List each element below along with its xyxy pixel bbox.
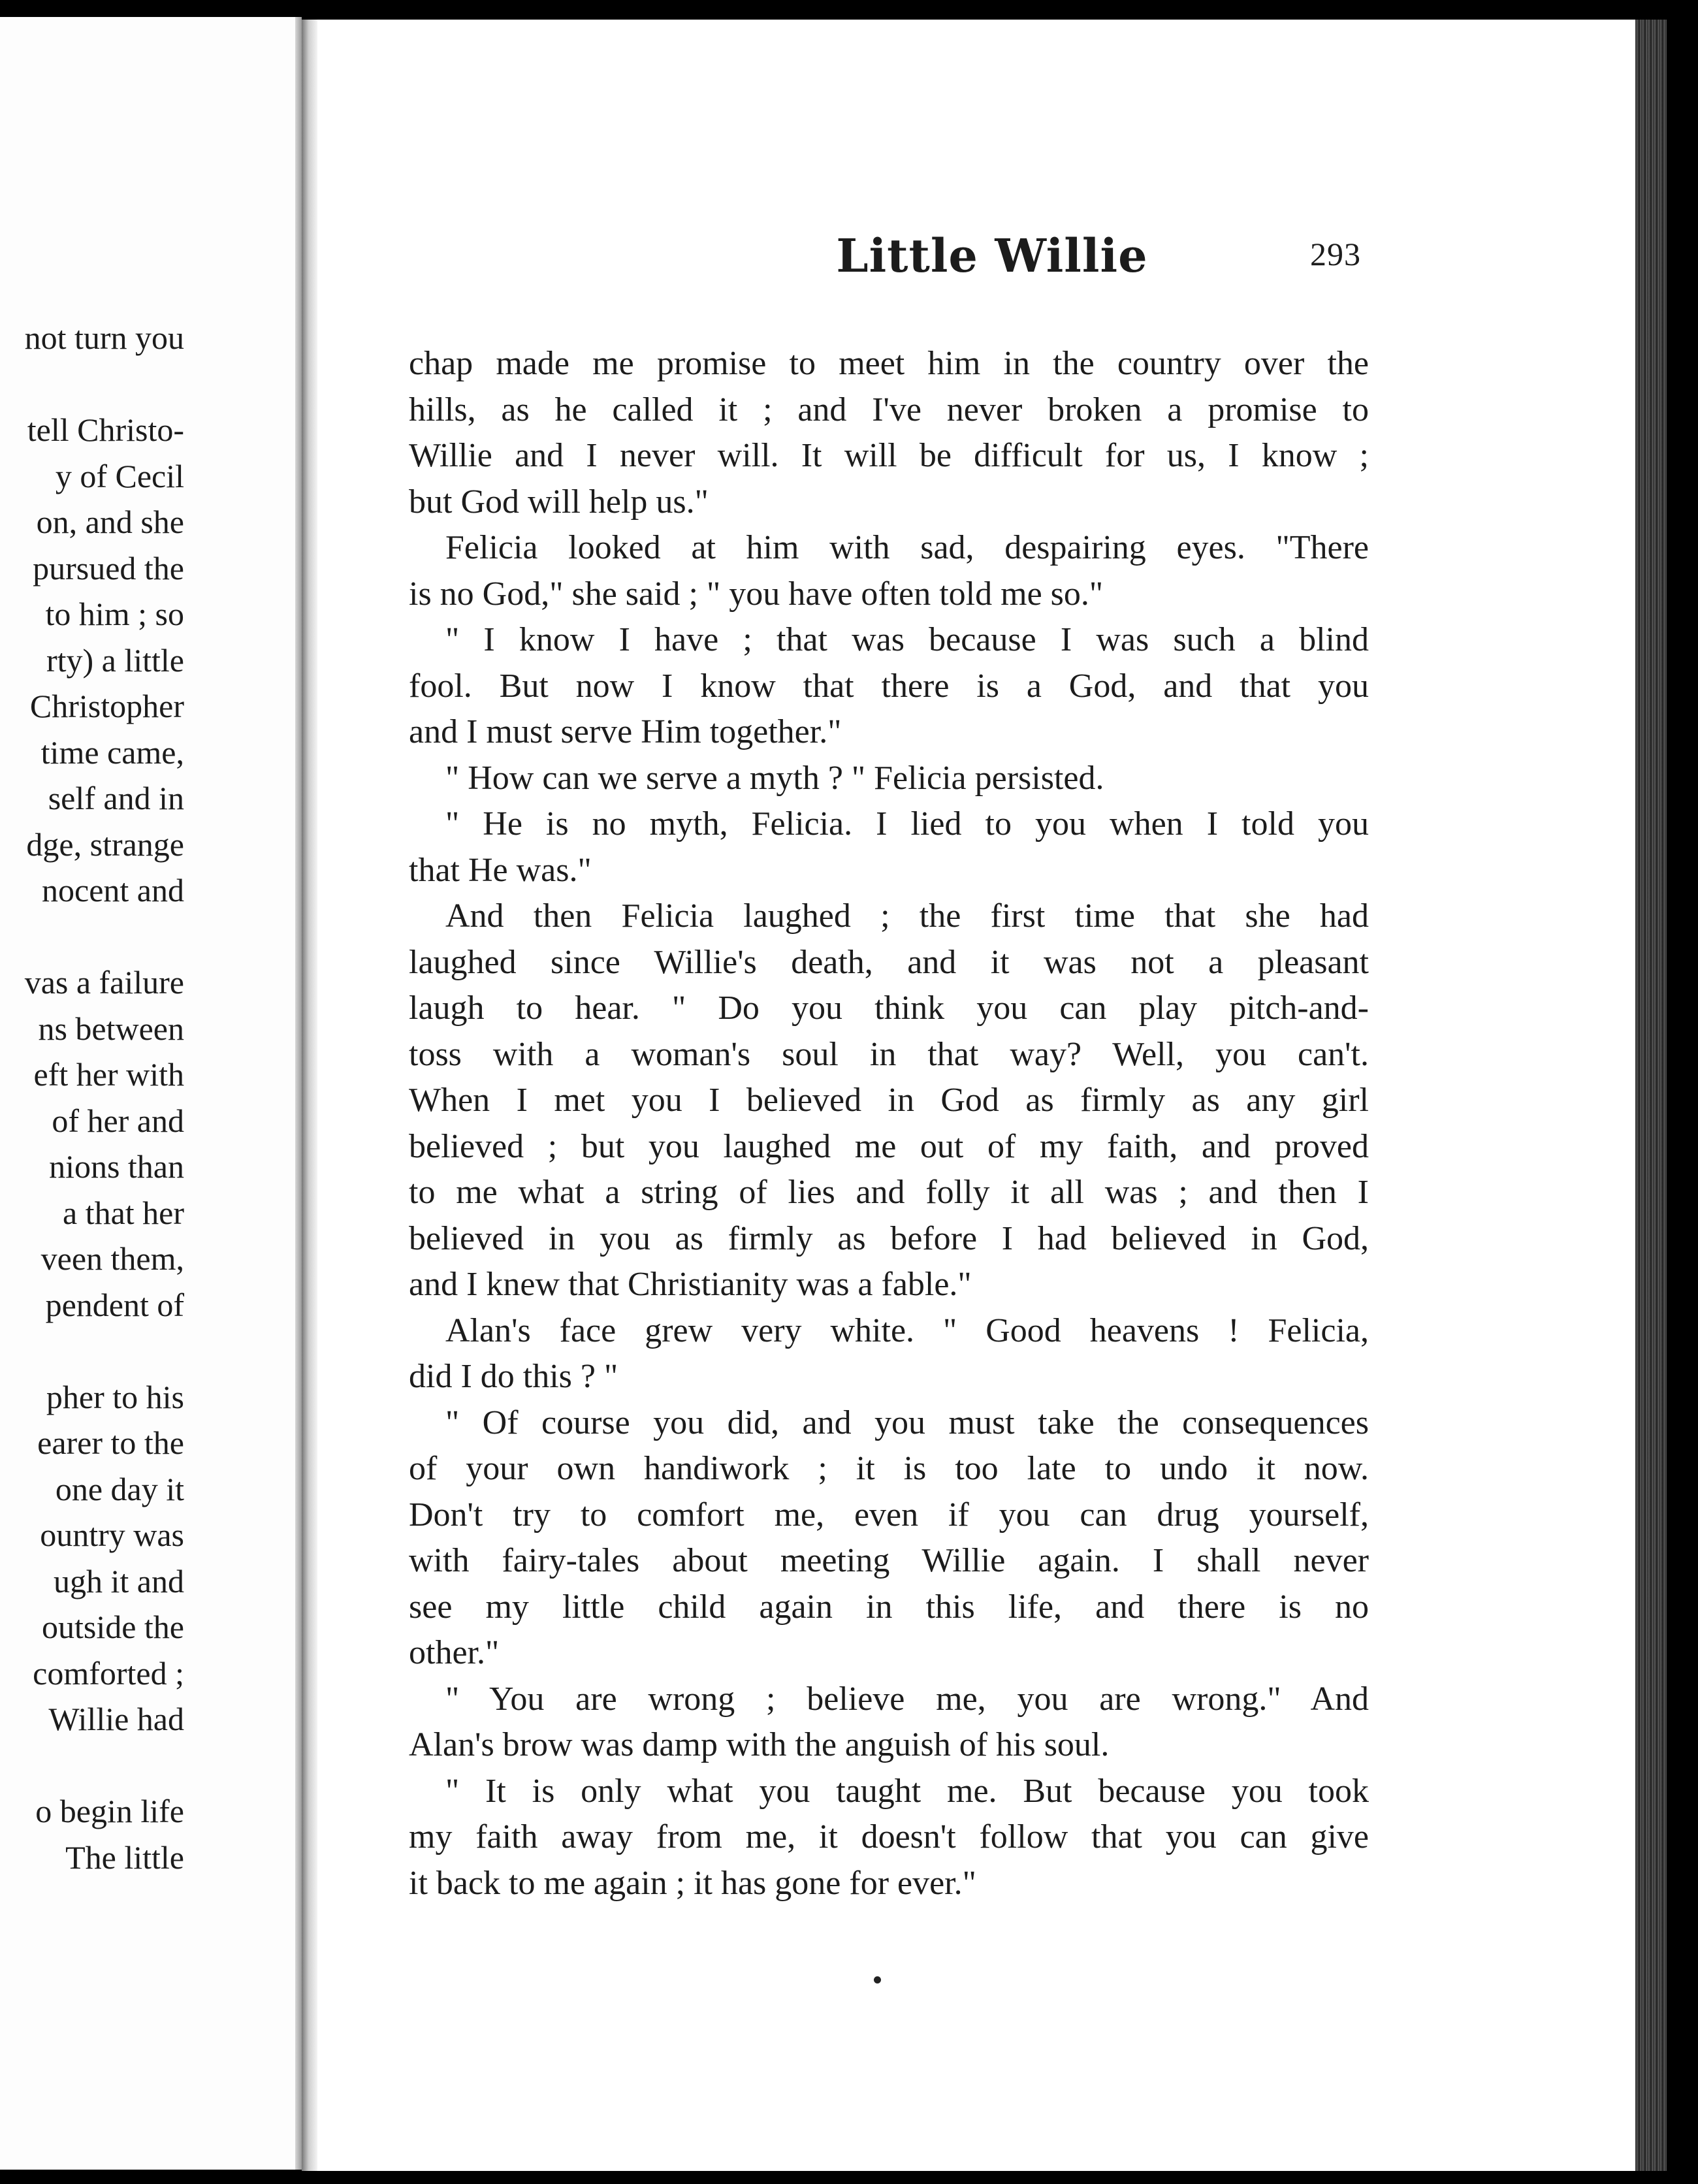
text-line: laughed since Willie's death, and it was not a pleasant: [409, 943, 1369, 981]
running-head: Little Willie: [836, 229, 1148, 283]
text-line: " I know I have ; that was because I was such a blind: [445, 621, 1369, 658]
facing-page-line: pendent of: [45, 1286, 184, 1323]
book-gutter: [302, 20, 317, 2171]
facing-page-line: time came,: [40, 733, 184, 771]
facing-page-line: self and in: [48, 780, 184, 816]
text-line: believed ; but you laughed me out of my faith, and proved: [409, 1127, 1369, 1165]
facing-page-line: of her and: [52, 1102, 184, 1139]
text-line: of your own handiwork ; it is too late to undo it now.: [409, 1450, 1369, 1487]
facing-page-line: tell Christo-: [27, 411, 184, 448]
facing-page-fragment: [0, 17, 302, 2170]
text-line: " It is only what you taught me. But because you took: [445, 1772, 1369, 1810]
facing-page-line: nocent and: [42, 872, 184, 908]
page-edge-stack: [1635, 20, 1667, 2171]
text-line: and I knew that Christianity was a fable.": [409, 1266, 972, 1303]
text-line: it back to me again ; it has gone for ever.": [409, 1864, 976, 1902]
facing-page-line: [0, 914, 184, 960]
facing-page-line: y of Cecil: [55, 457, 184, 494]
facing-page-line: nions than: [49, 1148, 184, 1185]
facing-page-line: pursued the: [33, 549, 184, 586]
facing-page-line: [0, 361, 184, 408]
ink-speck: [874, 1976, 881, 1983]
text-line: see my little child again in this life, and there is no: [409, 1588, 1369, 1626]
text-line: laugh to hear. " Do you think you can play pitch-and-: [409, 989, 1369, 1027]
facing-page-line: rty) a little: [46, 641, 184, 679]
text-line: " You are wrong ; believe me, you are wrong." And: [445, 1680, 1369, 1718]
text-line: that He was.": [409, 851, 592, 889]
text-line: Willie and I never will. It will be difficult for us, I know ;: [409, 437, 1369, 474]
facing-page-line: to him ; so: [45, 596, 184, 632]
facing-page-line: dge, strange: [26, 826, 184, 863]
facing-page-line: o begin life: [35, 1793, 184, 1829]
text-line: Alan's face grew very white. " Good heavens ! Felicia,: [445, 1311, 1369, 1349]
text-line: Felicia looked at him with sad, despairing eyes. "There: [445, 529, 1369, 566]
text-line: believed in you as firmly as before I had believed in God,: [409, 1219, 1369, 1257]
text-line: " He is no myth, Felicia. I lied to you when I told you: [445, 805, 1369, 843]
text-line: toss with a woman's soul in that way? Well, you can't.: [409, 1035, 1369, 1073]
text-line: When I met you I believed in God as firmly as any girl: [409, 1082, 1369, 1119]
facing-page-line: ountry was: [40, 1517, 184, 1553]
text-line: fool. But now I know that there is a God, and that you: [409, 667, 1369, 705]
text-line: with fairy-tales about meeting Willie again. I shall never: [409, 1542, 1369, 1579]
text-line: and I must serve Him together.": [409, 713, 842, 750]
text-line: " How can we serve a myth ? " Felicia persisted.: [445, 759, 1104, 797]
facing-page-line: [0, 1328, 184, 1374]
text-line: my faith away from me, it doesn't follow that you can give: [409, 1818, 1369, 1855]
facing-page-line: [0, 1742, 184, 1789]
facing-page-line: eft her with: [33, 1056, 184, 1093]
facing-page-line: one day it: [55, 1470, 184, 1507]
text-line: but God will help us.": [409, 483, 709, 521]
facing-page-line: Willie had: [48, 1701, 184, 1737]
facing-page-line: on, and she: [36, 504, 184, 540]
facing-page-line: a that her: [62, 1194, 184, 1231]
facing-page-line: vas a failure: [24, 964, 184, 1001]
facing-page-line: pher to his: [46, 1378, 184, 1415]
facing-page-line: The little: [65, 1839, 184, 1876]
facing-page-line: veen them,: [40, 1240, 184, 1277]
text-line: Don't try to comfort me, even if you can drug yourself,: [409, 1496, 1369, 1534]
facing-page-line: earer to the: [37, 1424, 184, 1461]
text-line: is no God," she said ; " you have often told me so.": [409, 575, 1104, 613]
text-line: chap made me promise to meet him in the country over the: [409, 345, 1369, 382]
facing-page-line: outside the: [41, 1609, 184, 1645]
text-line: other.": [409, 1634, 500, 1671]
text-line: Alan's brow was damp with the anguish of his soul.: [409, 1726, 1110, 1763]
text-line: to me what a string of lies and folly it all was ; and then I: [409, 1174, 1369, 1211]
page-number: 293: [1310, 236, 1361, 272]
facing-page-line: ns between: [38, 1010, 184, 1047]
text-line: did I do this ? ": [409, 1358, 618, 1395]
facing-page-line: Christopher: [29, 688, 184, 724]
facing-page-text: [0, 315, 184, 1880]
text-line: And then Felicia laughed ; the first time that she had: [445, 897, 1369, 935]
facing-page-line: ugh it and: [54, 1562, 184, 1599]
facing-page-line: comforted ;: [33, 1654, 184, 1692]
book-page: [317, 20, 1667, 2171]
text-line: hills, as he called it ; and I've never broken a promise to: [409, 391, 1369, 428]
facing-page-line: not turn you: [24, 319, 184, 356]
text-line: " Of course you did, and you must take the consequences: [445, 1404, 1369, 1441]
page-body-text: [409, 341, 1369, 1906]
